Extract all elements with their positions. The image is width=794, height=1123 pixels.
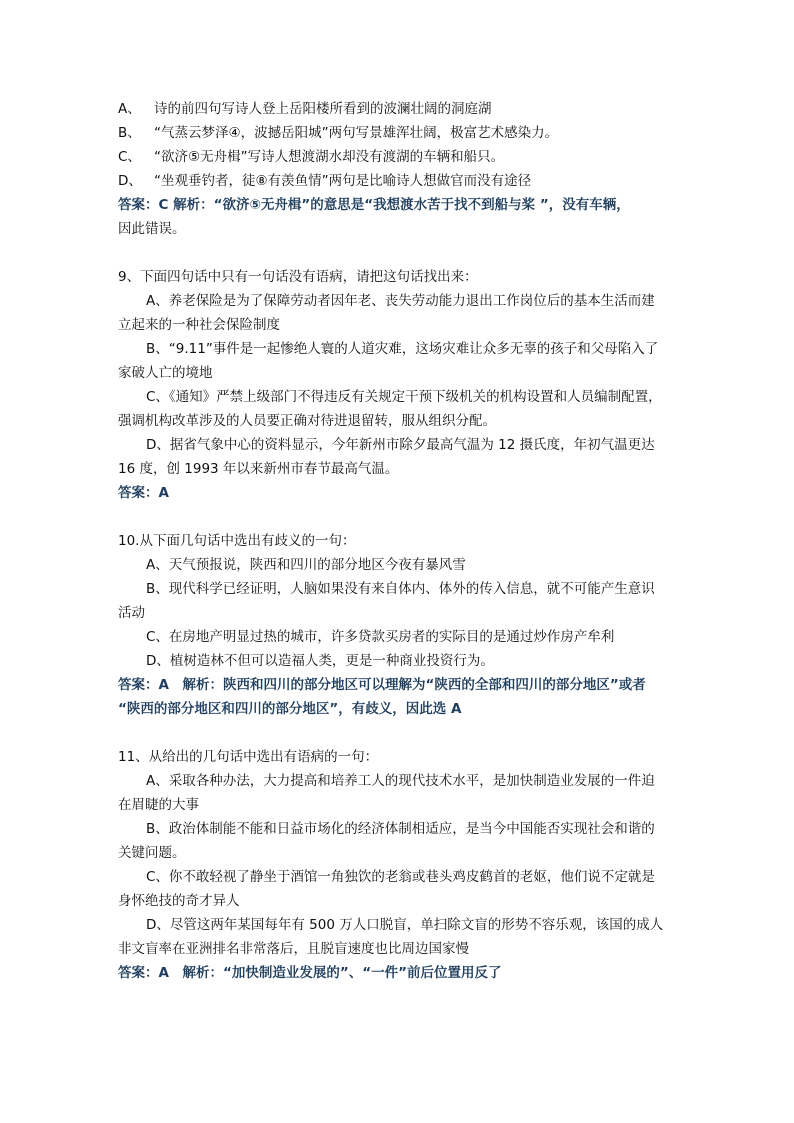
option-d-cont: 16 度，创 1993 年以来新州市春节最高气温。	[118, 461, 399, 477]
option-b-cont: 家破人亡的境地	[118, 365, 213, 381]
option-text: “气蒸云梦泽④，波撼岳阳城”两句写景雄浑壮阔，极富艺术感染力。	[154, 125, 559, 141]
option-b-cont: 活动	[118, 605, 145, 621]
option-label: A、	[118, 101, 141, 117]
option-d	[118, 169, 698, 193]
option-label: C、	[118, 149, 141, 165]
question-8-options	[118, 97, 698, 241]
question-9	[118, 265, 698, 505]
option-label: B、	[118, 125, 141, 141]
option-c	[118, 145, 698, 169]
option-a: A、采取各种办法，大力提高和培养工人的现代技术水平，是加快制造业发展的一件迫	[146, 773, 655, 789]
option-b: B、现代科学已经证明，人脑如果没有来自体内、体外的传入信息，就不可能产生意识	[146, 581, 655, 597]
option-c-cont: 身怀绝技的奇才异人	[118, 893, 240, 909]
answer-continued: 因此错误。	[118, 221, 186, 237]
option-d: D、尽管这两年某国每年有 500 万人口脱盲，单扫除文盲的形势不容乐观，该国的成人	[146, 917, 664, 933]
question-10	[118, 529, 698, 721]
option-b: B、政治体制能不能和日益市场化的经济体制相适应，是当今中国能否实现社会和谐的	[146, 821, 655, 837]
question-11	[118, 745, 698, 985]
document-page	[118, 97, 698, 985]
option-text: 诗的前四句写诗人登上岳阳楼所看到的波澜壮阔的洞庭湖	[154, 101, 492, 117]
option-c: C、在房地产明显过热的城市，许多贷款买房者的实际目的是通过炒作房产牟利	[146, 629, 615, 645]
option-b-cont: 关键问题。	[118, 845, 186, 861]
answer-continued: “陕西的部分地区和四川的部分地区”，有歧义，因此选 A	[118, 701, 462, 717]
option-a: A、天气预报说，陕西和四川的部分地区今夜有暴风雪	[146, 557, 466, 573]
question-text: 11、从给出的几句话中选出有语病的一句：	[118, 749, 379, 765]
option-b: B、“9.11”事件是一起惨绝人寰的人道灾难，这场灾难让众多无辜的孩子和父母陷入了	[146, 341, 659, 357]
answer: 答案：C 解析：“欲济⑤无舟楫”的意思是“我想渡水苦于找不到船与桨 ”，没有车辆，	[118, 197, 630, 213]
option-d: D、据省气象中心的资料显示，今年新州市除夕最高气温为 12 摄氏度，年初气温更达	[146, 437, 655, 453]
option-a-cont: 立起来的一种社会保险制度	[118, 317, 280, 333]
option-text: “欲济⑤无舟楫”写诗人想渡湖水却没有渡湖的车辆和船只。	[154, 149, 505, 165]
option-c: C、你不敢轻视了静坐于酒馆一角独饮的老翁或巷头鸡皮鹤首的老妪，他们说不定就是	[146, 869, 655, 885]
answer: 答案：A 解析：“加快制造业发展的”、“一件”前后位置用反了	[118, 965, 502, 981]
option-b	[118, 121, 698, 145]
option-text: “坐观垂钓者，徒⑧有羡鱼情”两句是比喻诗人想做官而没有途径	[154, 173, 532, 189]
option-a-cont: 在眉睫的大事	[118, 797, 199, 813]
question-text: 10.从下面几句话中选出有歧义的一句：	[118, 533, 356, 549]
option-c: C、《通知》严禁上级部门不得违反有关规定干预下级机关的机构设置和人员编制配置，	[146, 389, 662, 405]
option-a	[118, 97, 698, 121]
option-a: A、养老保险是为了保障劳动者因年老、丧失劳动能力退出工作岗位后的基本生活而建	[146, 293, 655, 309]
answer: 答案：A 解析：陕西和四川的部分地区可以理解为“陕西的全部和四川的部分地区”或者	[118, 677, 646, 693]
option-d-cont: 非文盲率在亚洲排名非常落后，且脱盲速度也比周边国家慢	[118, 941, 469, 957]
question-text: 9、下面四句话中只有一句话没有语病，请把这句话找出来：	[118, 269, 478, 285]
option-label: D、	[118, 173, 142, 189]
option-d: D、植树造林不但可以造福人类，更是一种商业投资行为。	[146, 653, 494, 669]
answer: 答案：A	[118, 485, 169, 501]
option-c-cont: 强调机构改革涉及的人员要正确对待进退留转，服从组织分配。	[118, 413, 496, 429]
